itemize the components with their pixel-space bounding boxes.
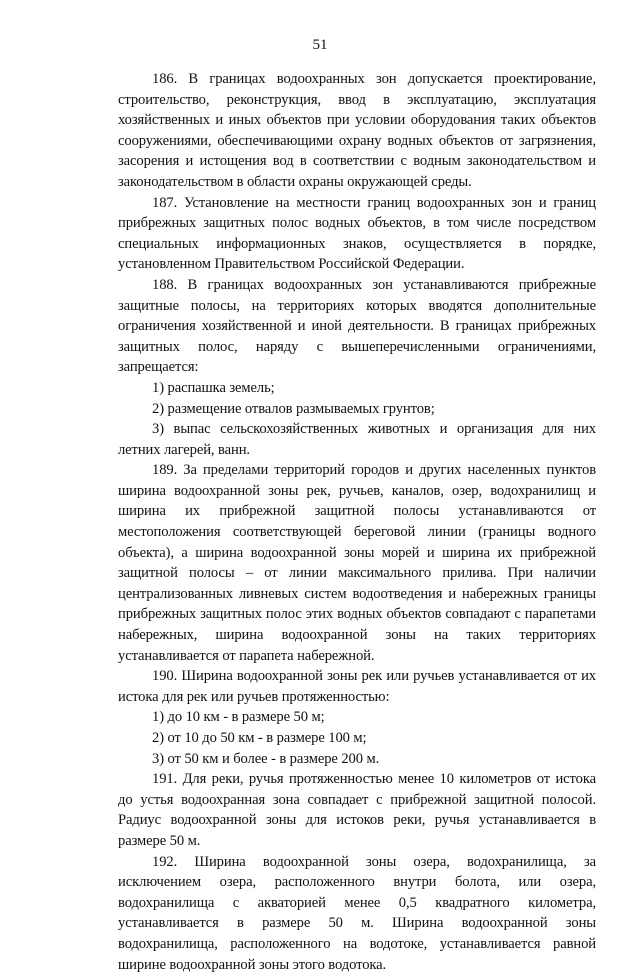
list-item: 3) выпас сельскохозяйственных животных и организация для них летних лагерей, ванн.: [118, 421, 596, 458]
list-item: 2) размещение отвалов размываемых грунтов;: [152, 400, 435, 417]
paragraph-191: 191. Для реки, ручья протяженностью менее 10 километров от истока до устья водоохранная зона совпадает с прибрежной защитной полосой. Радиус водоохранной зоны для истоков реки, ручья устанавливается в размере 50 м.: [118, 771, 596, 849]
list-item: 1) распашка земель;: [152, 379, 275, 396]
paragraph-190: 190. Ширина водоохранной зоны рек или ручьев устанавливается от их истока для рек или ручьев протяженностью:: [118, 668, 596, 705]
list-item: 1) до 10 км - в размере 50 м;: [152, 709, 325, 726]
paragraph-187: 187. Установление на местности границ водоохранных зон и границ прибрежных защитных полос водных объектов, в том числе посредством специальных информационных знаков, осуществляется в порядке, установленном Правительством Российской Федерации.: [118, 194, 596, 273]
page-number: 51: [312, 37, 328, 53]
paragraph-188: 188. В границах водоохранных зон устанавливаются прибрежные защитные полосы, на территориях которых вводятся дополнительные ограничения хозяйственной и иной деятельности. В границах прибрежных защитных полос, наряду с вышеперечисленными ограничениями, запрещается:: [118, 276, 596, 376]
document-body: [118, 69, 596, 975]
list-item: 3) от 50 км и более - в размере 200 м.: [152, 750, 380, 767]
paragraph-186: 186. В границах водоохранных зон допускается проектирование, строительство, реконструкция, ввод в эксплуатацию, эксплуатация хозяйственных и иных объектов при условии оборудования таких объектов сооружениями, обеспечивающими охрану водных объектов от загрязнения, засорения и истощения вод в соответствии с водным законодательством и законодательством в области охраны окружающей среды.: [118, 71, 596, 190]
list-item: 2) от 10 до 50 км - в размере 100 м;: [152, 730, 367, 746]
paragraph-192: 192. Ширина водоохранной зоны озера, водохранилища, за исключением озера, расположенного внутри болота, или озера, водохранилища с акваторией менее 0,5 квадратного километра, устанавливается в размере 50 м. Ширина водоохранной зоны водохранилища, расположенного на водотоке, устанавливается равной ширине водоохранной зоны этого водотока.: [118, 853, 596, 973]
paragraph-189: 189. За пределами территорий городов и других населенных пунктов ширина водоохранной зоны рек, ручьев, каналов, озер, водохранилищ и ширина их прибрежной защитной полосы устанавливаются от местоположения соответствующей береговой линии (границы водного объекта), а ширина водоохранной зоны морей и ширина их прибрежной защитной полосы – от линии максимального прилива. При наличии централизованных ливневых систем водоотведения и набережных границы прибрежных защитных полос этих водных объектов совпадают с парапетами набережных, ширина водоохранной зоны на таких территориях устанавливается от парапета набережной.: [118, 462, 596, 664]
